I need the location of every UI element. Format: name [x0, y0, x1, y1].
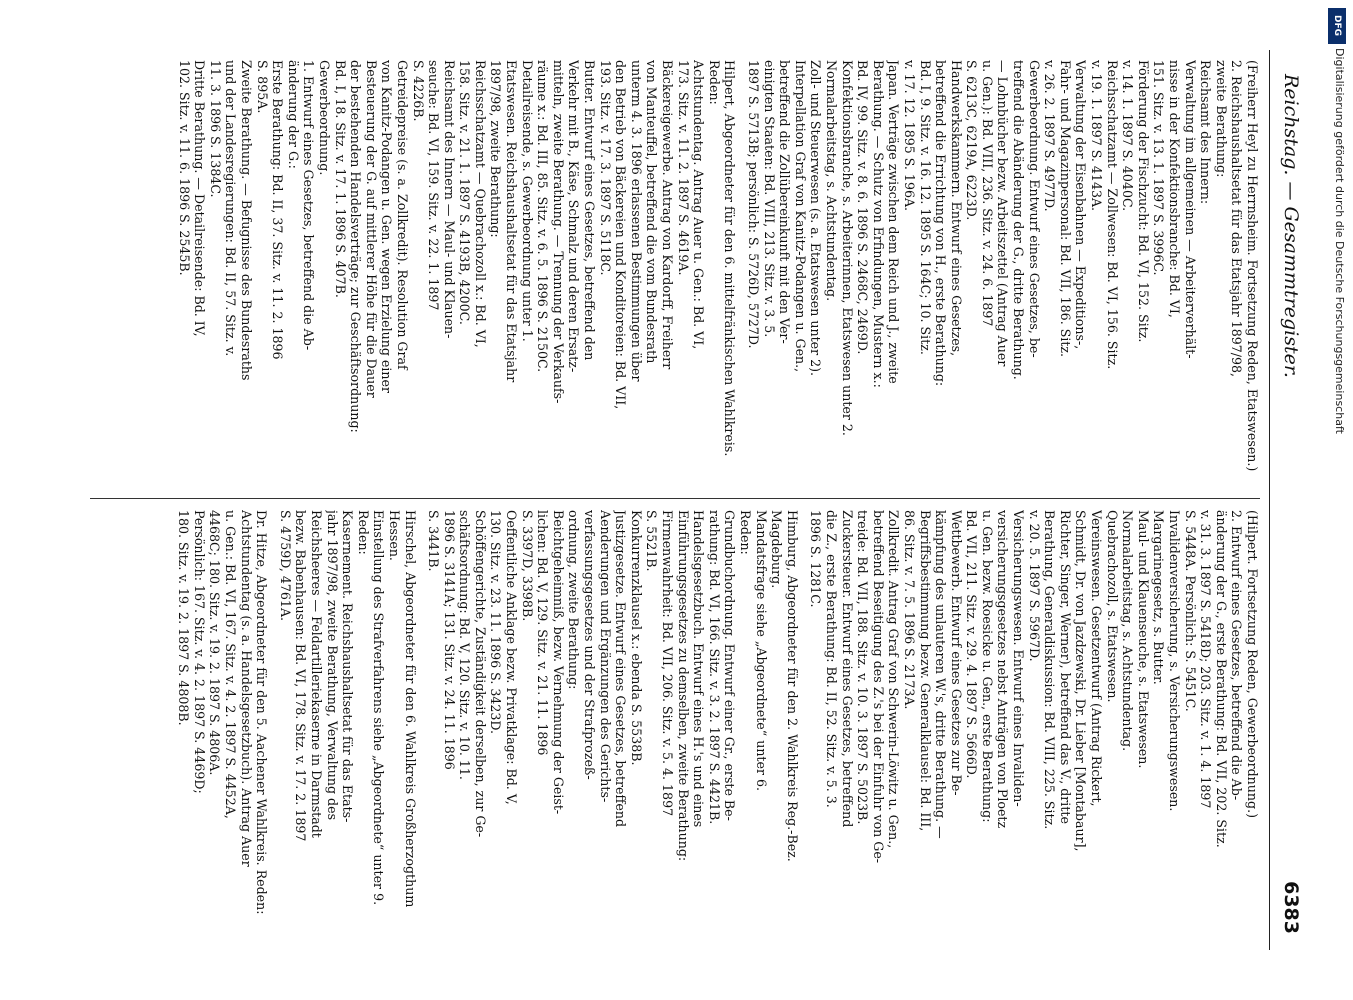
index-line: Getreidepreise (s. a. Zollkredit). Resolution Graf — [394, 60, 410, 370]
index-line: Reichsamt des Innern: — [1198, 60, 1214, 205]
index-line: S. 5448A. Persönlich: S. 5451C. — [1182, 510, 1198, 712]
index-line: Firmenwahrheit: Bd. VII, 206. Sitz. v. 5. 4. 1897 — [660, 510, 676, 817]
index-line: Erste Berathung: Bd. II, 37. Sitz. v. 11. 2. 1896 — [270, 60, 286, 360]
page-header — [1269, 50, 1310, 950]
index-line: Reden: — [355, 510, 371, 555]
index-line: 86. Sitz. v. 7. 5. 1896 S. 2173A. — [901, 510, 917, 710]
index-line: von Manteuffel, betreffend die vom Bundesrath — [644, 60, 660, 364]
index-line: 1896 S. 1281C. — [808, 510, 824, 608]
credit-text: Digitalisierung gefördert durch die Deutsche Forschungsgemeinschaft — [1333, 48, 1346, 434]
index-line: S. 3397D, 3398B. — [519, 510, 535, 622]
index-line: S. 895A. — [254, 60, 270, 114]
index-line: Schmidt, Dr. von Jazdzewski, Dr. Lieber [Montabaur], — [1073, 510, 1089, 852]
index-line: Verkehr mit B., Käse, Schmalz und deren Ersatz- — [566, 60, 582, 373]
right-column — [90, 510, 1260, 940]
index-line: einigten Staaten: Bd. VIII, 213. Sitz. v. 3. 5. — [761, 60, 777, 338]
rotated-page — [80, 50, 1310, 950]
index-line: (Hilpert. Fortsetzung Reden, Gewerbeordnung.) — [1245, 510, 1260, 818]
left-column — [90, 60, 1260, 490]
index-line: schäftsordnung: Bd. V, 120. Sitz. v. 10. 11. — [457, 510, 473, 780]
index-line: Förderung der Fischzucht: Bd. VI, 152. Sitz. — [1135, 60, 1151, 343]
index-line: Besteuerung der G. auf mittlerer Höhe für die Dauer — [363, 60, 379, 398]
index-line: — Lohnbücher bezw. Arbeitszettel (Antrag Auer — [995, 60, 1011, 367]
index-line: Hirschel, Abgeordneter für den 6. Wahlkreis Großherzogthum — [402, 510, 418, 908]
index-line: Dritte Berathung. — Detailreisende: Bd. IV, — [192, 60, 208, 337]
index-line: Handwerkskammern. Entwurf eines Gesetzes, — [948, 60, 964, 357]
index-line: Magdeburg. — [769, 510, 785, 589]
index-line: Achtstundentag (s. a. Handelsgesetzbuch). Antrag Auer — [238, 510, 254, 867]
digitization-credit — [1325, 8, 1349, 992]
index-line: Hessen. — [386, 510, 402, 561]
dfg-logo: DFG — [1328, 8, 1346, 44]
index-line: rathung: Bd. VI, 166. Sitz. v. 3. 2. 1897 S. 4421B. — [706, 510, 722, 825]
index-line: Maul- und Klauenseuche, s. Etatswesen. — [1135, 510, 1151, 769]
index-line: Achtstundentag. Antrag Auer u. Gen.: Bd. VI, — [691, 60, 707, 350]
index-line: Reden: — [738, 510, 753, 555]
index-line: 11. 3. 1896 S. 1384C. — [207, 60, 223, 198]
index-line: Butter. Entwurf eines Gesetzes, betreffend den — [582, 60, 598, 361]
index-line: Zoll- und Steuerwesen (s. a. Etatswesen unter 2). — [808, 60, 824, 377]
index-line: der bestehenden Handelsverträge; zur Geschäftsordnung: — [348, 60, 364, 433]
index-line: S. 6213C, 6219A, 6223D. — [964, 60, 980, 221]
index-line: änderung der G.: — [285, 60, 301, 169]
index-line: treide: Bd. VII, 188. Sitz. v. 10. 3. 1897 S. 5023B. — [855, 510, 871, 825]
index-line: Zollkredit. Antrag Graf von Schwerin-Löwitz u. Gen., — [886, 510, 902, 849]
index-line: Etatswesen. Reichshaushaltsetat für das Etatsjahr — [504, 60, 520, 383]
index-line: Berathung. — Schutz von Erfindungen, Mustern x.: — [870, 60, 886, 388]
index-line: Berathung, Generaldiskussion: Bd. VIII, 225. Sitz. — [1042, 510, 1058, 830]
index-line: S. 3441B. — [426, 510, 442, 572]
index-line: seuche: Bd. VI, 159. Sitz. v. 22. 1. 1897 — [426, 60, 442, 311]
index-line: jahr 1897/98, zweite Berathung, Verwaltung des — [324, 510, 340, 821]
index-line: 1897/98, zweite Berathung: — [488, 60, 504, 238]
index-line: bezw. Babenhausen: Bd. VI, 178. Sitz. v. 17. 2. 1897 — [293, 510, 309, 842]
index-line: Normalarbeitstag, s. Achtstundentag. — [823, 60, 839, 302]
index-line: Hilpert, Abgeordneter für den 6. mittelfränkischen Wahlkreis. — [722, 60, 738, 457]
index-line: 2. Entwurf eines Gesetzes, betreffend die Ab- — [1229, 510, 1245, 801]
index-line: Japan. Verträge zwischen dem Reich und J., zweite — [886, 60, 902, 384]
index-line: Bäckereigewerbe. Antrag von Kardorff, Freiherr — [660, 60, 676, 370]
index-line: Detailreisende, s. Gewerbeordnung unter 1. — [519, 60, 535, 342]
index-line — [269, 510, 277, 940]
index-line: lichen: Bd. V, 129. Sitz. v. 21. 11. 1896 — [535, 510, 551, 756]
index-line: S. 4759D, 4761A. — [277, 510, 293, 622]
index-line: Bd. I, 18. Sitz. v. 17. 1. 1896 S. 407B. — [332, 60, 348, 298]
index-line: betreffend die Zollübereinkunft mit den Ver- — [777, 60, 793, 344]
index-line: Justizgesetze. Entwurf eines Gesetzes, betreffend — [613, 510, 629, 828]
index-line: Einführungsgesetzes zu demselben, zweite Berathung: — [675, 510, 691, 862]
index-line: und der Landesregierungen: Bd. II, 57. Sitz. v. — [223, 60, 239, 357]
index-line: Verwaltung im allgemeinen — Arbeiterverhält- — [1182, 60, 1198, 359]
index-line: Zweite Berathung. — Befugnisse des Bundesraths — [239, 60, 254, 381]
running-title: Reichstag. — Gesammtregister. — [1280, 74, 1302, 378]
index-line: Dr. Hitze, Abgeordneter für den 5. Aachener Wahlkreis. Reden: — [254, 510, 270, 915]
index-line: verfassungsgesetzes und der Strafprozeß- — [582, 510, 598, 780]
index-line: S. 4226B. — [410, 60, 426, 122]
index-line: Reden: — [706, 60, 722, 105]
index-line: Verwaltung der Eisenbahnen — Expeditions-, — [1073, 60, 1089, 350]
index-line: 1. Entwurf eines Gesetzes, betreffend die Ab- — [301, 60, 317, 351]
index-line: u. Gen.: Bd. VI, 167. Sitz. v. 4. 2. 1897 S. 4452A, — [223, 510, 238, 819]
index-line: 130. Sitz. v. 23. 11. 1896 S. 3423D. — [488, 510, 504, 735]
index-line: Vereinswesen. Gesetzentwurf (Antrag Rickert, — [1089, 510, 1105, 807]
index-line: Bd. I, 9. Sitz. v. 16. 12. 1895 S. 164C; 10. Sitz. — [917, 60, 933, 355]
index-line: v. 17. 12. 1895 S. 196A. — [901, 60, 917, 212]
index-line: Gewerbeordnung. — [316, 60, 332, 176]
index-line: Reichsschatzamt — Zollwesen: Bd. VI, 156. Sitz. — [1104, 60, 1120, 370]
index-line: Einstellung des Strafverfahrens siehe „Abgeordnete“ unter 9. — [371, 510, 387, 906]
index-line: 173. Sitz. v. 11. 2. 1897 S. 4619A. — [675, 60, 691, 276]
index-line: Aenderungen und Ergänzungen des Gerichts- — [597, 510, 613, 803]
index-line: Begriffsbestimmung bezw. Generalklausel: Bd. III, — [917, 510, 933, 832]
index-line: Reichsamt des Innern — Maul- und Klauen- — [441, 60, 457, 339]
index-line: Gewerbeordnung. Entwurf eines Gesetzes, be- — [1026, 60, 1042, 358]
index-line: Oeffentliche Anklage bezw. Privatklage: Bd. V, — [504, 510, 520, 805]
index-line: (Freiherr Heyl zu Herrnsheim. Fortsetzung Reden, Etatswesen.) — [1245, 60, 1260, 472]
index-line: Konfektionsbranche, s. Arbeiterinnen, Etatswesen unter 2. — [839, 60, 855, 436]
index-line: räume x.: Bd. III, 85. Sitz. v. 6. 5. 1896 S. 2150C. — [535, 60, 551, 373]
index-line: zweite Berathung: — [1213, 60, 1229, 178]
index-line: u. Gen.): Bd. VIII, 236. Sitz. v. 24. 6. 1897 — [979, 60, 995, 327]
index-line: Kasernement. Reichshaushaltsetat für das Etats- — [340, 510, 356, 823]
index-line: Interpellation Graf von Kanitz-Podangen u. Gen., — [792, 60, 808, 373]
index-line: Invalidenversicherung, s. Versicherungswesen. — [1167, 510, 1183, 812]
index-line: nisse in der Konfektionsbranche: Bd. VI, — [1167, 60, 1183, 318]
index-line — [800, 510, 808, 940]
page-number: 6383 — [1280, 881, 1302, 934]
index-line: unterm 4. 3. 1896 erlassenen Bestimmungen über — [628, 60, 644, 382]
index-line: mitteln, zweite Berathung. — Trennung der Verkaufs- — [550, 60, 566, 404]
index-line: 180. Sitz. v. 19. 2. 1897 S. 4808B. — [176, 510, 192, 726]
index-line: u. Gen. bezw. Roesicke u. Gen., erste Berathung: — [979, 510, 995, 823]
index-line: von Kanitz-Podangen u. Gen. wegen Erzielung einer — [379, 60, 395, 393]
index-line: kämpfung des unlauteren W.'s, dritte Berathung. — — [933, 510, 949, 839]
index-line: versicherungsgesetzes nebst Anträgen von Ploetz — [995, 510, 1011, 829]
index-line: Quebrachozoll, s. Etatswesen. — [1104, 510, 1120, 703]
index-line: 1896 S. 3141A; 131. Sitz. v. 24. 11. 1896 — [441, 510, 457, 770]
index-line: Bd. IV, 99. Sitz. v. 8. 6. 1896 S. 2468C, 2469D. — [855, 60, 871, 355]
index-line: Himburg, Abgeordneter für den 2. Wahlkreis Reg.-Bez. — [784, 510, 800, 862]
index-line: S. 5521B. — [644, 510, 660, 572]
index-line: ordnung, zweite Berathung: — [566, 510, 582, 690]
index-line: 102. Sitz. v. 11. 6. 1896 S. 2545B. — [176, 60, 192, 276]
index-line: Bd. VII, 211. Sitz. v. 29. 4. 1897 S. 5666D. — [964, 510, 980, 779]
index-line: v. 26. 2. 1897 S. 4977D. — [1042, 60, 1058, 212]
index-line: Reichsschatzamt — Quebrachozoll x.: Bd. VI, — [472, 60, 488, 348]
index-line: Handelsgesetzbuch. Entwurf eines H.'s und eines — [691, 510, 707, 828]
column-divider — [90, 498, 1260, 499]
index-line: v. 19. 1. 1897 S. 4143A. — [1089, 60, 1105, 212]
index-line: Schöffengerichte, Zuständigkeit derselben, zur Ge- — [472, 510, 488, 838]
index-line: betreffend Beseitigung des Z.'s bei der Einfuhr von Ge- — [870, 510, 886, 864]
index-line: 151. Sitz. v. 13. 1. 1897 S. 3996C. — [1151, 60, 1167, 276]
index-line: 4468C; 180. Sitz. v. 19. 2. 1897 S. 4806A. — [207, 510, 223, 776]
index-line: Grundbuchordnung. Entwurf einer Gr., erste Be- — [722, 510, 738, 821]
index-line: 2. Reichshaushaltsetat für das Etatsjahr 1897/98, — [1229, 60, 1245, 378]
index-line: v. 14. 1. 1897 S. 4040C. — [1120, 60, 1136, 212]
index-line: Konkurrenzklausel x.: ebenda S. 5538B. — [628, 510, 644, 766]
index-line: Richter, Singer, Werner), betreffend das V., dritte — [1057, 510, 1073, 824]
index-line: den Betrieb von Bäckereien und Konditoreien: Bd. VII, — [613, 60, 629, 410]
index-line: betreffend die Errichtung von H., erste Berathung: — [933, 60, 949, 387]
index-line: änderung der G., erste Berathung: Bd. VII, 202. Sitz. — [1213, 510, 1229, 848]
index-line: Zuckersteuer. Entwurf eines Gesetzes, betreffend — [839, 510, 855, 828]
index-line: v. 20. 5. 1897 S. 5967D. — [1026, 510, 1042, 662]
index-line: Persönlich: 167. Sitz. v. 4. 2. 1897 S. 4469D; — [191, 510, 207, 794]
index-line: 193. Sitz. v. 17. 3. 1897 S. 5118C. — [597, 60, 613, 276]
index-line: Versicherungswesen. Entwurf eines Invaliden- — [1011, 510, 1027, 807]
index-line: Wettbewerb. Entwurf eines Gesetzes zur Be- — [948, 510, 964, 796]
index-line: Margarinegesetz, s. Butter. — [1151, 510, 1167, 685]
index-line: Fahr- und Magazinpersonal: Bd. VII, 186. Sitz. — [1057, 60, 1073, 358]
index-line: v. 31. 3. 1897 S. 5418D; 203. Sitz. v. 1. 4. 1897 — [1198, 510, 1214, 809]
index-line: Reichsheeres — Feldartilleriekaserne in Darmstadt — [308, 510, 324, 838]
index-line: treffend die Abänderung der G., dritte Berathung. — [1011, 60, 1027, 380]
index-line: die Z., erste Berathung: Bd. II, 52. Sitz. v. 5. 3. — [823, 510, 839, 808]
index-line — [418, 510, 426, 940]
index-line — [737, 60, 745, 490]
index-line: 158. Sitz. v. 21. 1. 1897 S. 4193B, 4200C. — [457, 60, 473, 325]
index-line: Normalarbeitstag, s. Achtstundentag. — [1120, 510, 1136, 752]
index-line: Beichtgeheimniß, bezw. Vernehmung der Geist- — [550, 510, 566, 815]
index-line: Mandatsfrage siehe „Abgeordnete“ unter 6. — [753, 510, 769, 791]
index-line: 1897 S. 5713B; persönlich: S. 5726D, 5727D. — [746, 60, 761, 349]
